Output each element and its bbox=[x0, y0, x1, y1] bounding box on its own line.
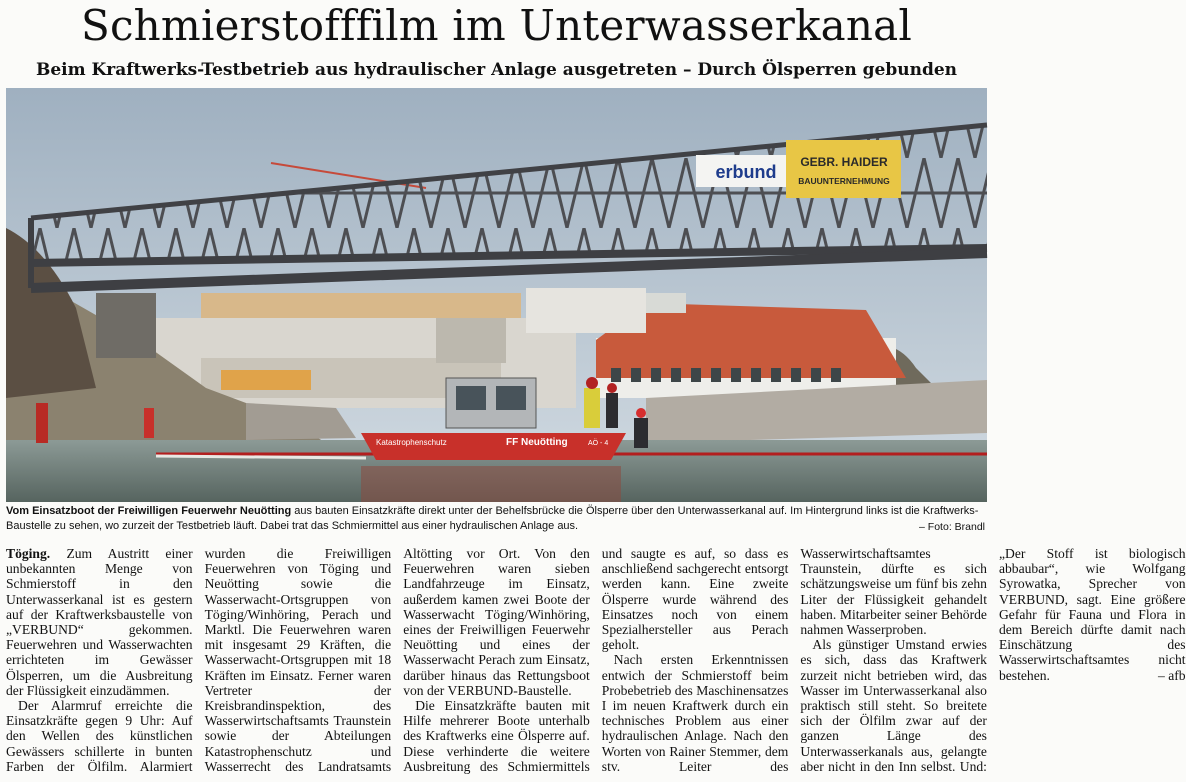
paragraph-5-text: Als günstiger Umstand erwies es sich, dass das Kraftwerk zurzeit nicht betrieben wird, das Wasser im Unterwasserkanal also praktisch still steht. So breitete sich der Ölfilm zwar auf der ganzen Länge des Unterwasserkanals aus, gelangte aber nicht in den Inn selbst. Und: „Der Stoff ist biologisch abbaubar“, wie Wolfgang Syrowatka, Sprecher von VERBUND, sagt. Eine größere Gefahr für Fauna und Flora in dem Bereich dürfte damit nach Einschätzung des Wasserwirtschaftsamtes nicht bestehen. bbox=[800, 546, 1186, 774]
caption-text: aus bauten Einsatzkräfte direkt unter der Behelfsbrücke die Ölsperre über den Unterwasserkanal auf. Im Hintergrund links ist die Kraftwerks-Baustelle zu sehen, wo zurzeit der Testbetrieb läuft. Dabei trat das Schmiermittel aus einer hydraulischen Anlage aus. bbox=[6, 505, 979, 532]
oil-barrier-white bbox=[156, 456, 366, 458]
paragraph-2: Der Alarmruf erreichte die Einsatzkräfte gegen 9 Uhr: Auf den Wellen des künstlichen Gewässers schillerte in bunten Farben der Ölfilm. Alarmiert wurden die Freiwilligen Feuerwehren von Töging und Neuötting sowie die Wasserwacht-Ortsgruppen von Töging/Winhöring, Perach und Marktl. Die Feuerwehren waren mit insgesamt 29 Kräften, die Wasserwacht-Ortsgruppen mit 18 Kräften im Einsatz. Ferner waren Vertreter der Kreisbrandinspektion, des Wasserwirtschaftsamts Traunstein sowie der Abteilungen Katastrophenschutz und Wasserrecht des Landratsamts Altötting vor Ort. Von den Feuerwehren waren sieben Landfahrzeuge im Einsatz, außerdem kamen zwei Boote der Wasserwacht Töging/Winhöring, eines der Freiwilligen Feuerwehr Neuötting und eines der Wasserwacht Perach zum Einsatz, darüber hinaus das Rettungsboot von der VERBUND-Baustelle. bbox=[6, 546, 590, 774]
boat-reflection bbox=[361, 466, 621, 502]
author: – afb bbox=[1158, 667, 1186, 683]
haider-sign bbox=[786, 140, 901, 198]
construction-site bbox=[156, 288, 646, 408]
caption-lead: Vom Einsatzboot der Freiwilligen Feuerwehr Neuötting bbox=[6, 505, 292, 517]
photo-credit: – Foto: Brandl bbox=[919, 521, 985, 533]
paragraph-1 bbox=[6, 546, 193, 698]
headline: Schmierstofffilm im Unterwasserkanal bbox=[80, 1, 913, 50]
verbund-sign bbox=[696, 155, 791, 187]
dateline: Töging. bbox=[6, 546, 51, 561]
boat-label-left: Katastrophenschutz bbox=[376, 438, 447, 447]
paragraph-4: Nach ersten Erkenntnissen entwich der Schmierstoff beim Probebetrieb des Maschinensatzes I im neuen Kraftwerk durch ein technisches Problem aus einer hydraulischen Anlage. Nach den Worten von Rainer Stemmer, dem stv. Leiter des Wasserwirtschaftsamtes Traunstein, dürfte es sich schätzungsweise um fünf bis zehn Liter der Flüssigkeit gehandelt haben. Mitarbeiter seiner Behörde nahmen Wasserproben. bbox=[601, 546, 987, 774]
photo-scene bbox=[6, 88, 987, 502]
haider-sign-top: GEBR. HAIDER bbox=[800, 155, 888, 169]
boat-number: AÖ - 4 bbox=[588, 440, 609, 447]
article-photo bbox=[6, 88, 987, 502]
haider-sign-bottom: BAUUNTERNEHMUNG bbox=[798, 176, 890, 186]
verbund-sign-text: erbund bbox=[715, 162, 777, 182]
photo-caption bbox=[6, 504, 987, 534]
article-body bbox=[6, 546, 1186, 780]
paragraph-3: Die Einsatzkräfte bauten mit Hilfe mehrerer Boote unterhalb des Kraftwerks eine Ölsperre auf. Diese verhinderte die weitere Ausbreitung des Schmiermittels und saugte es auf, so dass es anschließend sachgerecht entsorgt werden kann. Eine zweite Ölsperre wurde während des Einsatzes noch von einem Spezialhersteller aus Perach geholt. bbox=[403, 546, 789, 774]
paragraph-1-text: Zum Austritt einer unbekannten Menge von Schmierstoff in den Unterwasserkanal ist es gestern auf der Kraftwerksbaustelle von „VERBUND“ gekommen. Feuerwehren und Wasserwachten errichteten im Gewässer Ölsperren, um die Ausbreitung der Flüssigkeit einzudämmen. bbox=[6, 546, 193, 698]
subheadline: Beim Kraftwerks-Testbetrieb aus hydraulischer Anlage ausgetreten – Durch Ölsperren gebunden bbox=[35, 60, 958, 80]
boat-label-right: FF Neuötting bbox=[506, 437, 568, 448]
